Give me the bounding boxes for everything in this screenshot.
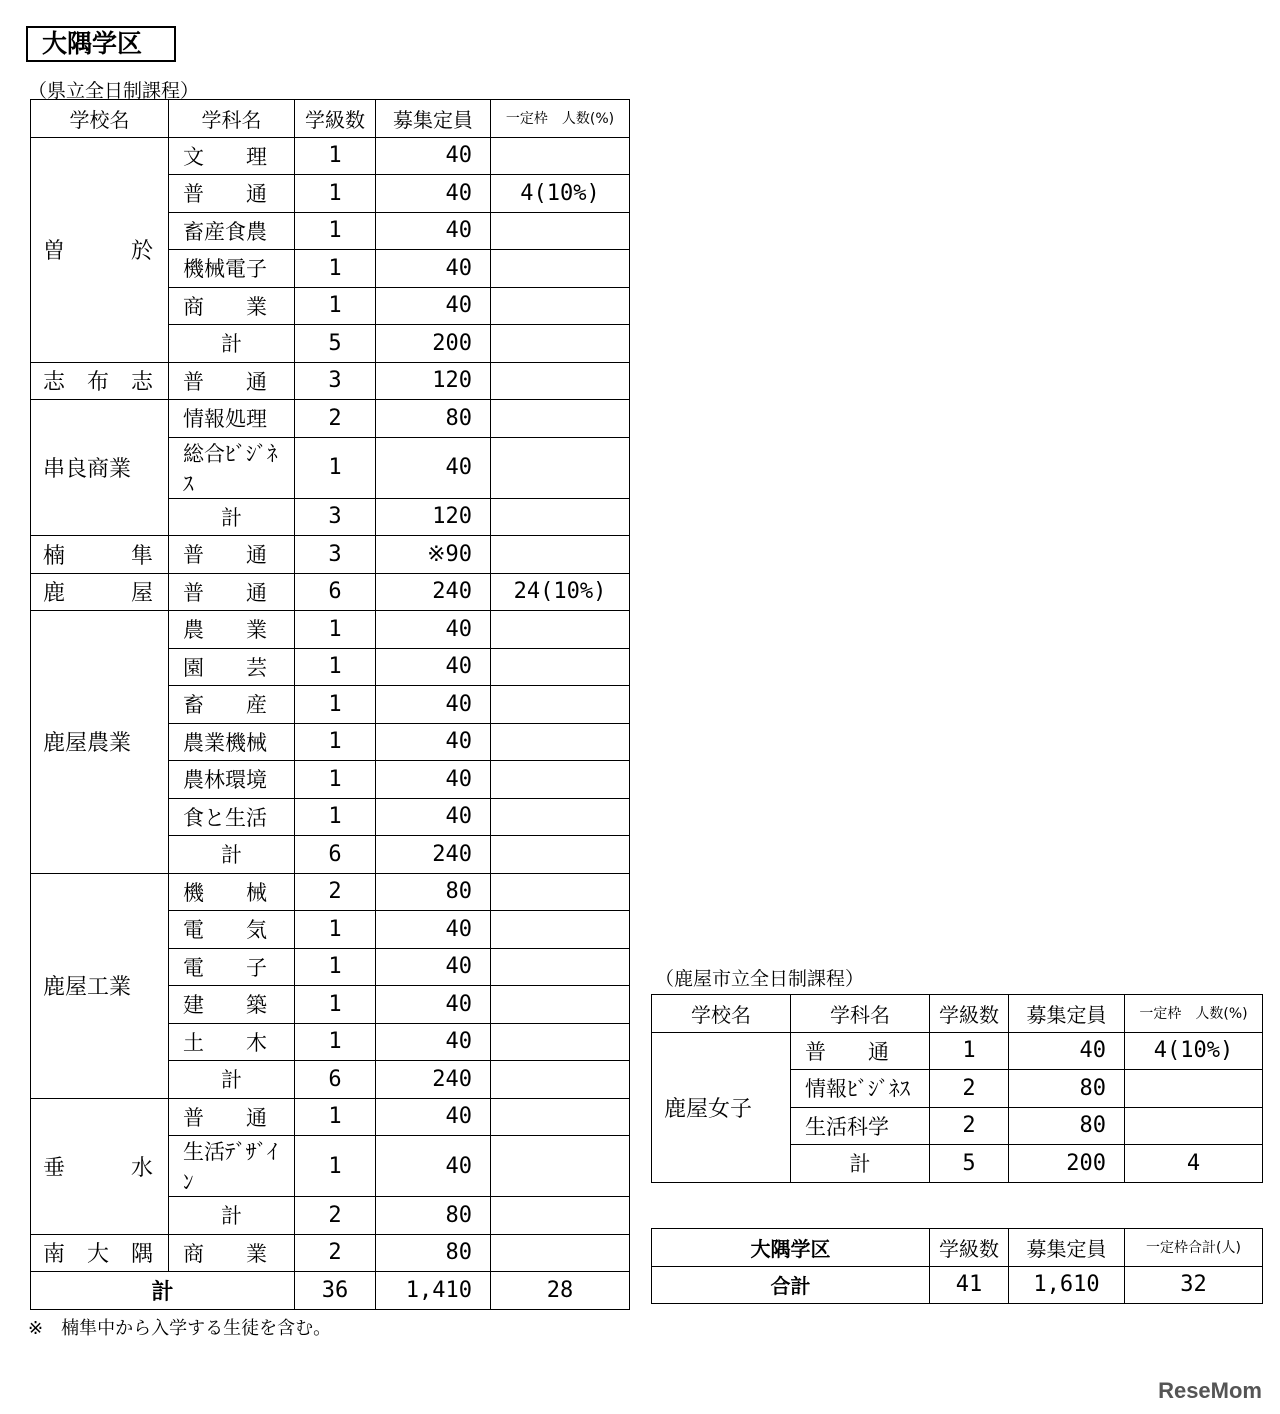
department-name: 電 気	[183, 918, 267, 943]
pref-quota	[491, 948, 630, 986]
pref-quota	[491, 611, 630, 649]
city-header-quota: 一定枠 人数(%)	[1125, 995, 1263, 1033]
department-name: 農 業	[183, 618, 267, 643]
pref-classes: 1	[295, 948, 376, 986]
city-header-capacity: 募集定員	[1009, 995, 1125, 1033]
pref-capacity: 40	[376, 437, 491, 498]
pref-quota	[491, 137, 630, 175]
city-capacity: 80	[1009, 1070, 1125, 1108]
pref-capacity: 40	[376, 686, 491, 724]
pref-department	[169, 761, 295, 799]
pref-department: 計	[169, 1061, 295, 1099]
city-capacity: 80	[1009, 1107, 1125, 1145]
department-name: 普 通	[805, 1039, 889, 1064]
city-header-classes: 学級数	[930, 995, 1009, 1033]
pref-department	[169, 873, 295, 911]
pref-capacity: 120	[376, 498, 491, 536]
table-row	[31, 1234, 630, 1272]
pref-quota	[491, 723, 630, 761]
pref-classes: 1	[295, 1136, 376, 1197]
pref-quota	[491, 400, 630, 438]
pref-department	[169, 362, 295, 400]
city-quota	[1125, 1070, 1263, 1108]
school-name	[31, 362, 169, 400]
resemom-logo: ReseMom	[1158, 1378, 1262, 1403]
pref-quota	[491, 873, 630, 911]
department-name: 文 理	[183, 144, 267, 169]
pref-quota	[491, 325, 630, 363]
table-row	[31, 611, 630, 649]
table-row	[31, 362, 630, 400]
department-name: 生活ﾃﾞｻﾞｲﾝ	[183, 1140, 278, 1194]
pref-capacity: 40	[376, 1136, 491, 1197]
city-table	[651, 994, 1263, 1183]
pref-total-label: 計	[31, 1272, 295, 1310]
pref-classes: 1	[295, 287, 376, 325]
pref-capacity: 40	[376, 723, 491, 761]
pref-capacity: 40	[376, 175, 491, 213]
department-name: 生活科学	[805, 1114, 889, 1139]
summary-title: 大隅学区	[652, 1229, 930, 1267]
pref-department	[169, 137, 295, 175]
school-name-text: 志 布 志	[43, 370, 154, 396]
city-classes: 2	[930, 1107, 1009, 1145]
pref-quota	[491, 1234, 630, 1272]
school-name-text: 鹿 屋	[43, 581, 154, 607]
city-department: 計	[791, 1145, 930, 1183]
pref-classes: 3	[295, 362, 376, 400]
department-name: 機械電子	[183, 257, 267, 282]
pref-capacity: 200	[376, 325, 491, 363]
pref-capacity: 240	[376, 836, 491, 874]
pref-classes: 3	[295, 536, 376, 574]
pref-department	[169, 986, 295, 1024]
pref-department	[169, 400, 295, 438]
pref-classes: 2	[295, 1234, 376, 1272]
city-capacity: 40	[1009, 1032, 1125, 1070]
school-name	[31, 400, 169, 536]
school-name-text: 鹿屋女子	[664, 1096, 753, 1122]
department-name: 普 通	[183, 1105, 267, 1130]
school-name	[31, 611, 169, 874]
pref-classes: 5	[295, 325, 376, 363]
summary-classes-header: 学級数	[930, 1229, 1009, 1267]
pref-quota	[491, 498, 630, 536]
school-name	[31, 1234, 169, 1272]
pref-capacity: 40	[376, 648, 491, 686]
summary-total-row	[652, 1266, 1263, 1304]
summary-quota: 32	[1125, 1266, 1263, 1304]
pref-quota	[491, 648, 630, 686]
pref-capacity: 40	[376, 761, 491, 799]
school-name-text: 鹿屋工業	[43, 975, 132, 1000]
table-row	[652, 1032, 1263, 1070]
school-name	[652, 1032, 791, 1182]
school-name	[31, 137, 169, 362]
city-classes: 5	[930, 1145, 1009, 1183]
pref-department	[169, 948, 295, 986]
pref-classes: 1	[295, 761, 376, 799]
table-row	[31, 573, 630, 611]
department-name: 土 木	[183, 1030, 267, 1055]
city-quota: 4(10%)	[1125, 1032, 1263, 1070]
pref-header-dept: 学科名	[169, 100, 295, 138]
pref-capacity: 40	[376, 212, 491, 250]
department-name: 総合ﾋﾞｼﾞﾈｽ	[183, 441, 278, 496]
pref-classes: 2	[295, 1197, 376, 1235]
pref-department	[169, 437, 295, 498]
pref-total-classes: 36	[295, 1272, 376, 1310]
department-name: 農林環境	[183, 768, 267, 793]
table-row	[31, 873, 630, 911]
school-name-text: 垂 水	[43, 1155, 154, 1181]
pref-classes: 6	[295, 836, 376, 874]
pref-department: 計	[169, 498, 295, 536]
pref-capacity: 80	[376, 1234, 491, 1272]
pref-department	[169, 573, 295, 611]
pref-classes: 3	[295, 498, 376, 536]
pref-department	[169, 287, 295, 325]
city-department	[791, 1032, 930, 1070]
pref-header-row	[31, 100, 630, 138]
city-header-row	[652, 995, 1263, 1033]
pref-quota	[491, 362, 630, 400]
pref-quota	[491, 1023, 630, 1061]
pref-department: 計	[169, 836, 295, 874]
pref-department	[169, 1234, 295, 1272]
pref-classes: 2	[295, 873, 376, 911]
pref-quota	[491, 798, 630, 836]
pref-department	[169, 686, 295, 724]
pref-classes: 6	[295, 1061, 376, 1099]
department-name: 普 通	[183, 369, 267, 394]
city-capacity: 200	[1009, 1145, 1125, 1183]
pref-header-capacity: 募集定員	[376, 100, 491, 138]
district-title: 大隅学区	[26, 26, 176, 62]
department-name: 畜 産	[183, 693, 267, 718]
prefectural-table	[30, 99, 630, 1310]
pref-classes: 1	[295, 250, 376, 288]
pref-department	[169, 723, 295, 761]
pref-classes: 1	[295, 437, 376, 498]
footnote: ※ 楠隼中から入学する生徒を含む。	[28, 1318, 332, 1339]
pref-header-quota: 一定枠 人数(%)	[491, 100, 630, 138]
pref-department	[169, 536, 295, 574]
pref-department	[169, 1136, 295, 1197]
department-name: 農業機械	[183, 730, 267, 755]
department-name: 情報ﾋﾞｼﾞﾈｽ	[805, 1077, 910, 1102]
pref-quota	[491, 1197, 630, 1235]
summary-label: 合計	[652, 1266, 930, 1304]
pref-classes: 2	[295, 400, 376, 438]
pref-classes: 1	[295, 212, 376, 250]
table-row	[31, 400, 630, 438]
pref-quota	[491, 911, 630, 949]
pref-quota	[491, 836, 630, 874]
school-name	[31, 1098, 169, 1234]
pref-department: 計	[169, 325, 295, 363]
pref-department	[169, 1023, 295, 1061]
pref-department	[169, 611, 295, 649]
pref-department	[169, 1098, 295, 1136]
department-name: 普 通	[183, 182, 267, 207]
school-name	[31, 873, 169, 1098]
table-row	[31, 137, 630, 175]
school-name-text: 南 大 隅	[43, 1242, 154, 1268]
pref-quota: 24(10%)	[491, 573, 630, 611]
pref-classes: 1	[295, 175, 376, 213]
pref-quota: 4(10%)	[491, 175, 630, 213]
pref-capacity: 40	[376, 137, 491, 175]
pref-classes: 1	[295, 798, 376, 836]
pref-capacity: 40	[376, 1023, 491, 1061]
pref-quota	[491, 1136, 630, 1197]
pref-total-row	[31, 1272, 630, 1310]
city-caption: （鹿屋市立全日制課程）	[655, 968, 865, 990]
pref-classes: 1	[295, 611, 376, 649]
school-name-text: 曽 於	[43, 239, 154, 264]
school-name-text: 串良商業	[43, 457, 132, 482]
pref-capacity: ※90	[376, 536, 491, 574]
pref-total-cap: 1,410	[376, 1272, 491, 1310]
department-name: 機 械	[183, 880, 267, 905]
pref-capacity: 240	[376, 1061, 491, 1099]
pref-capacity: 80	[376, 873, 491, 911]
pref-capacity: 80	[376, 1197, 491, 1235]
pref-department	[169, 250, 295, 288]
pref-capacity: 120	[376, 362, 491, 400]
summary-capacity: 1,610	[1009, 1266, 1125, 1304]
pref-department	[169, 911, 295, 949]
pref-classes: 1	[295, 911, 376, 949]
pref-capacity: 40	[376, 948, 491, 986]
city-department	[791, 1107, 930, 1145]
department-name: 園 芸	[183, 655, 267, 680]
school-name	[31, 536, 169, 574]
department-name: 情報処理	[183, 407, 267, 432]
pref-capacity: 40	[376, 250, 491, 288]
pref-quota	[491, 287, 630, 325]
pref-quota	[491, 761, 630, 799]
summary-header-row	[652, 1229, 1263, 1267]
city-header-dept: 学科名	[791, 995, 930, 1033]
department-name: 商 業	[183, 1241, 267, 1266]
city-classes: 1	[930, 1032, 1009, 1070]
summary-table	[651, 1228, 1263, 1304]
city-department	[791, 1070, 930, 1108]
department-name: 建 築	[183, 993, 267, 1018]
school-name-text: 楠 隼	[43, 543, 154, 569]
pref-header-classes: 学級数	[295, 100, 376, 138]
school-name	[31, 573, 169, 611]
pref-classes: 1	[295, 137, 376, 175]
city-classes: 2	[930, 1070, 1009, 1108]
pref-classes: 6	[295, 573, 376, 611]
pref-classes: 1	[295, 648, 376, 686]
department-name: 普 通	[183, 580, 267, 605]
school-name-text: 鹿屋農業	[43, 731, 132, 757]
city-quota: 4	[1125, 1145, 1263, 1183]
pref-classes: 1	[295, 1023, 376, 1061]
prefectural-caption: （県立全日制課程）	[28, 80, 200, 102]
pref-department	[169, 648, 295, 686]
table-row	[31, 1098, 630, 1136]
city-header-school: 学校名	[652, 995, 791, 1033]
pref-quota	[491, 536, 630, 574]
department-name: 商 業	[183, 294, 267, 319]
pref-quota	[491, 1061, 630, 1099]
pref-total-quota: 28	[491, 1272, 630, 1310]
pref-quota	[491, 986, 630, 1024]
pref-quota	[491, 1098, 630, 1136]
pref-department	[169, 175, 295, 213]
pref-capacity: 40	[376, 798, 491, 836]
pref-quota	[491, 212, 630, 250]
pref-quota	[491, 250, 630, 288]
pref-header-school: 学校名	[31, 100, 169, 138]
pref-department	[169, 798, 295, 836]
pref-classes: 1	[295, 723, 376, 761]
pref-classes: 1	[295, 686, 376, 724]
department-name: 畜産食農	[183, 219, 267, 244]
pref-quota	[491, 437, 630, 498]
pref-capacity: 240	[376, 573, 491, 611]
pref-capacity: 40	[376, 1098, 491, 1136]
pref-capacity: 40	[376, 287, 491, 325]
pref-classes: 1	[295, 1098, 376, 1136]
pref-capacity: 40	[376, 611, 491, 649]
pref-classes: 1	[295, 986, 376, 1024]
pref-capacity: 80	[376, 400, 491, 438]
pref-department	[169, 212, 295, 250]
department-name: 普 通	[183, 543, 267, 568]
pref-department: 計	[169, 1197, 295, 1235]
summary-quota-header: 一定枠合計(人)	[1125, 1229, 1263, 1267]
city-quota	[1125, 1107, 1263, 1145]
department-name: 電 子	[183, 955, 267, 980]
department-name: 食と生活	[183, 805, 267, 830]
summary-capacity-header: 募集定員	[1009, 1229, 1125, 1267]
pref-capacity: 40	[376, 911, 491, 949]
pref-capacity: 40	[376, 986, 491, 1024]
summary-classes: 41	[930, 1266, 1009, 1304]
pref-quota	[491, 686, 630, 724]
table-row	[31, 536, 630, 574]
